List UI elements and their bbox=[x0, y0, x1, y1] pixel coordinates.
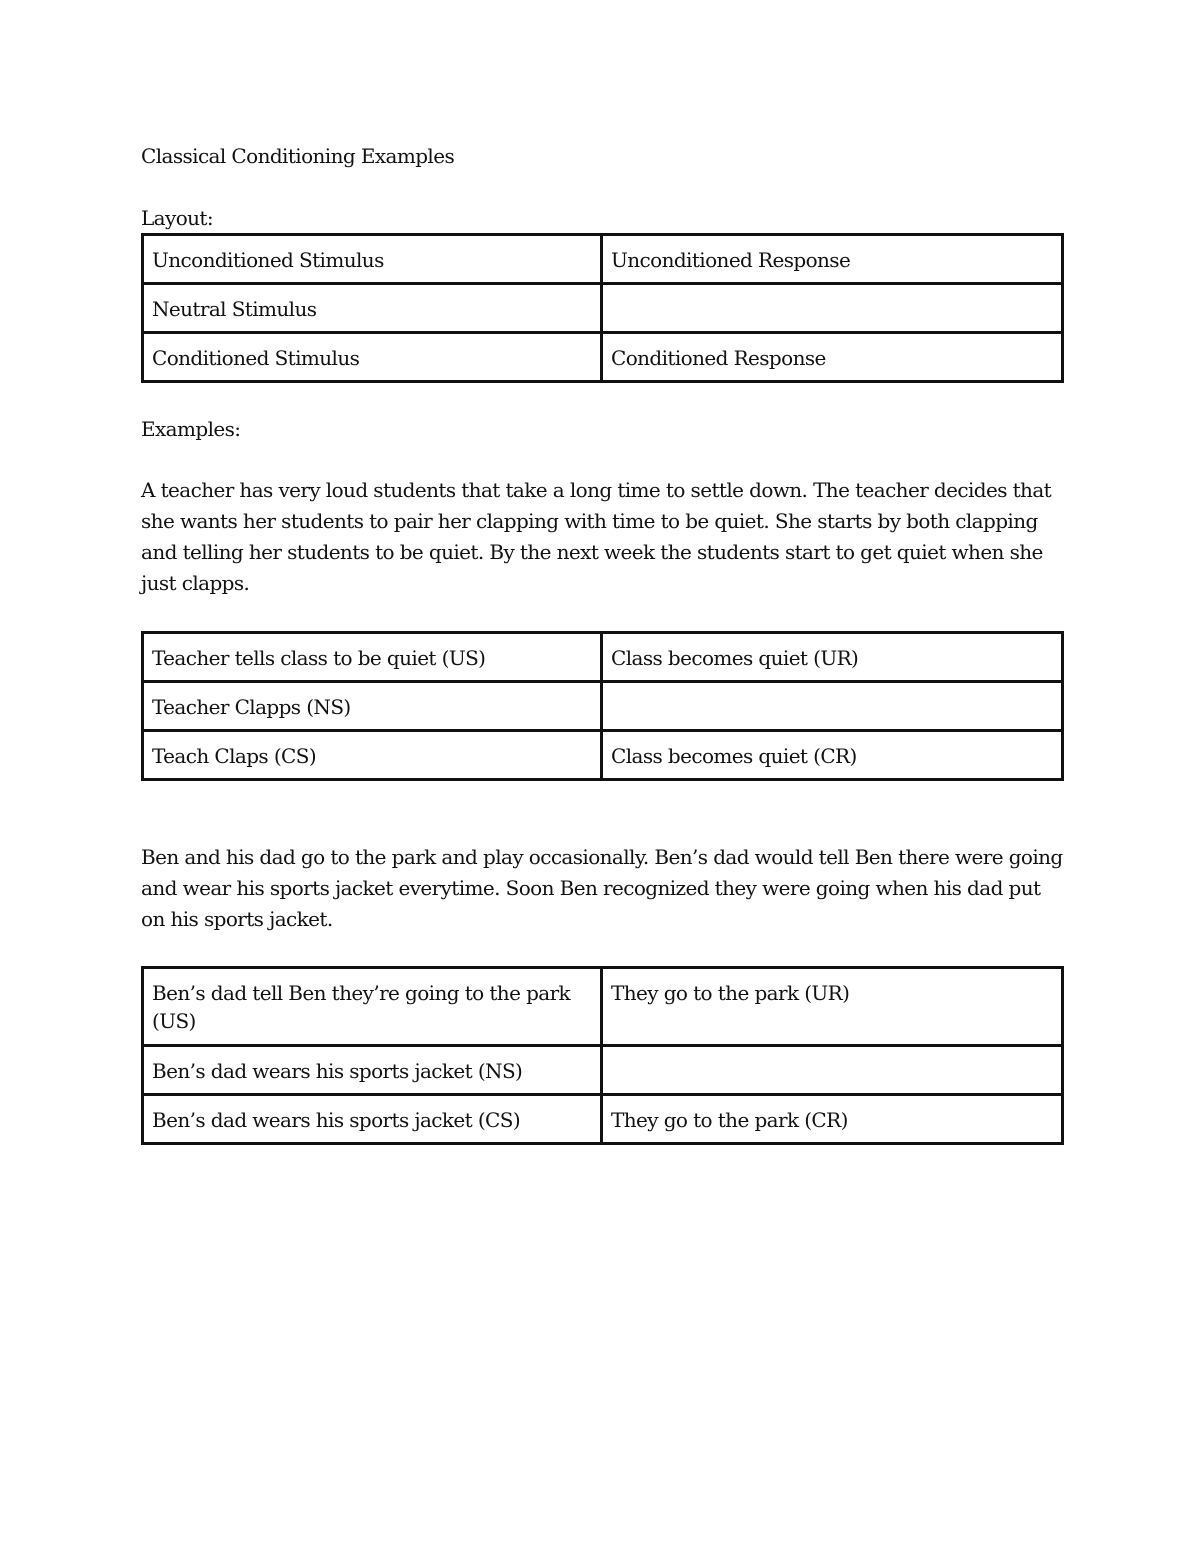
table-row bbox=[143, 1046, 1063, 1095]
table-cell: Unconditioned Response bbox=[602, 235, 1063, 284]
table-row bbox=[143, 284, 1063, 333]
example1-paragraph: A teacher has very loud students that take a long time to settle down. The teacher decides that she wants her students to pair her clapping with time to be quiet. She starts by both clapping and telling her students to be quiet. By the next week the students start to get quiet when she just clapps. bbox=[141, 478, 1052, 595]
table-cell: Ben’s dad wears his sports jacket (CS) bbox=[143, 1095, 602, 1144]
table-cell: Unconditioned Stimulus bbox=[143, 235, 602, 284]
layout-label: Layout: bbox=[141, 206, 214, 230]
table-row bbox=[143, 731, 1063, 780]
examples-label: Examples: bbox=[141, 417, 241, 441]
table-cell bbox=[602, 284, 1063, 333]
table-cell: Teacher Clapps (NS) bbox=[143, 682, 602, 731]
table-row bbox=[143, 1095, 1063, 1144]
table-cell bbox=[602, 682, 1063, 731]
table-cell: They go to the park (UR) bbox=[602, 968, 1063, 1046]
table-row bbox=[143, 682, 1063, 731]
example2-paragraph: Ben and his dad go to the park and play occasionally. Ben’s dad would tell Ben there were going and wear his sports jacket everytime. Soon Ben recognized they were going when his dad put on his sports jacket. bbox=[141, 845, 1063, 931]
table-row bbox=[143, 968, 1063, 1046]
table-cell: Conditioned Response bbox=[602, 333, 1063, 382]
layout-table bbox=[141, 233, 1064, 383]
example2-table bbox=[141, 966, 1064, 1145]
example1-table bbox=[141, 631, 1064, 781]
table-cell: Neutral Stimulus bbox=[143, 284, 602, 333]
table-cell: Class becomes quiet (CR) bbox=[602, 731, 1063, 780]
table-row bbox=[143, 633, 1063, 682]
table-row bbox=[143, 333, 1063, 382]
table-cell: Conditioned Stimulus bbox=[143, 333, 602, 382]
table-cell: Ben’s dad wears his sports jacket (NS) bbox=[143, 1046, 602, 1095]
table-row bbox=[143, 235, 1063, 284]
table-cell: They go to the park (CR) bbox=[602, 1095, 1063, 1144]
table-cell: Class becomes quiet (UR) bbox=[602, 633, 1063, 682]
table-cell: Ben’s dad tell Ben they’re going to the park (US) bbox=[143, 968, 602, 1046]
document-title: Classical Conditioning Examples bbox=[141, 144, 455, 168]
table-cell: Teach Claps (CS) bbox=[143, 731, 602, 780]
table-cell bbox=[602, 1046, 1063, 1095]
table-cell: Teacher tells class to be quiet (US) bbox=[143, 633, 602, 682]
